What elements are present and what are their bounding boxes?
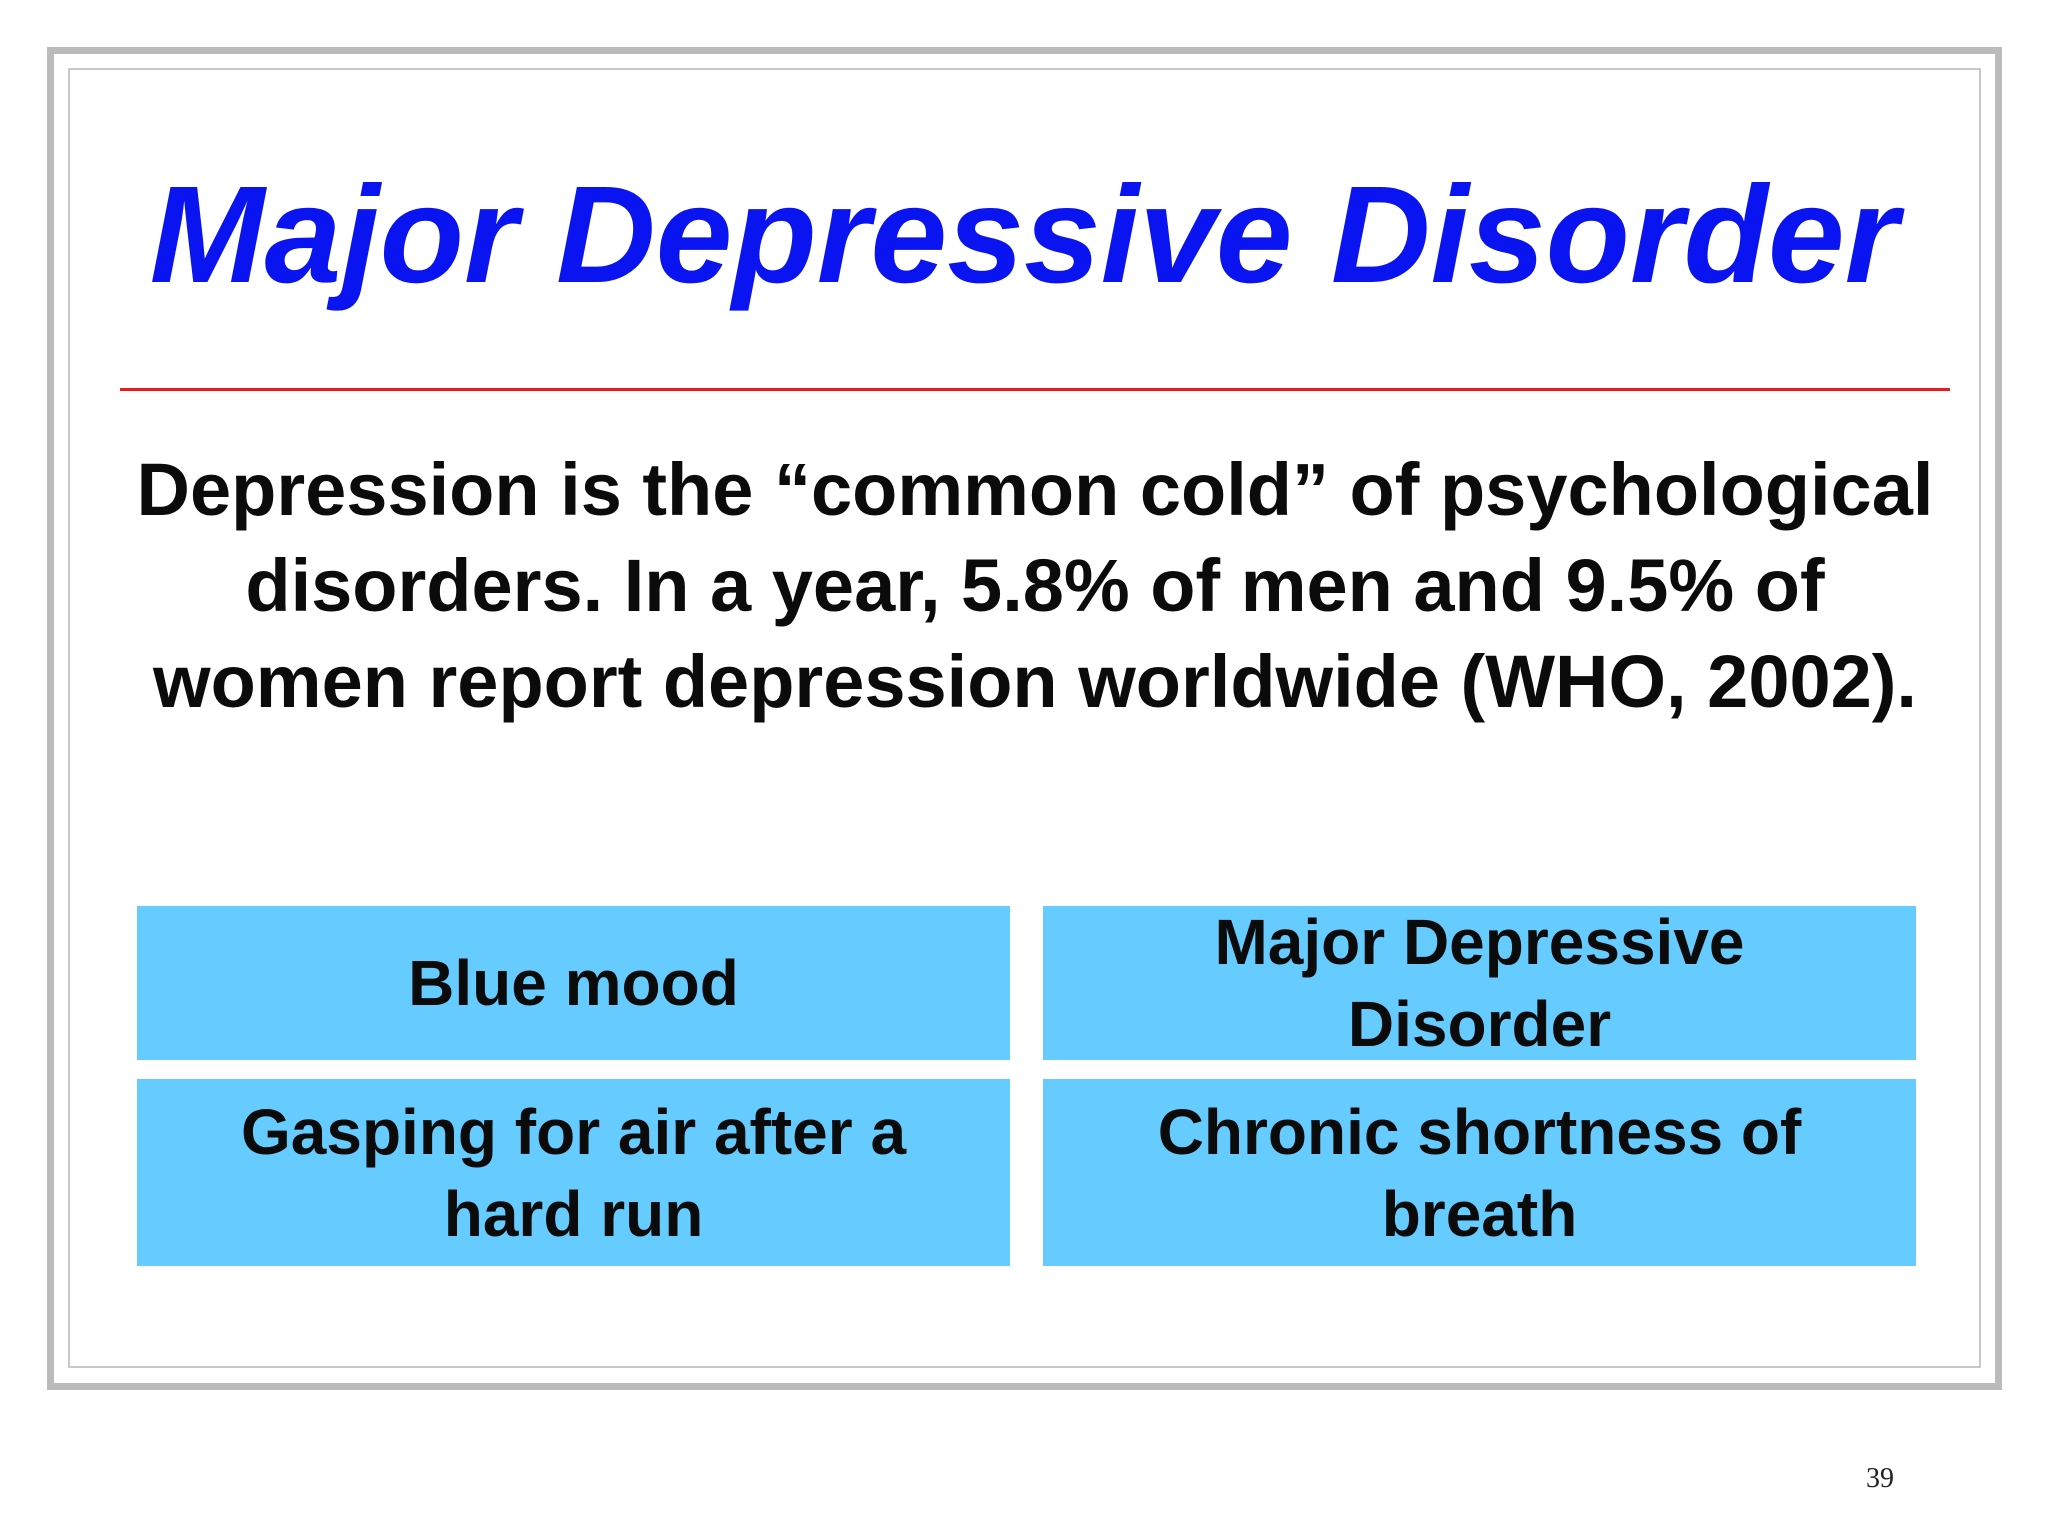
page-number: 39 (1866, 1463, 1894, 1494)
slide-body-text: Depression is the “common cold” of psychological disorders. In a year, 5.8% of men and 9.5% of women report depression worldwide (WHO, 2002). (136, 448, 1934, 723)
comparison-cell-label: Major Depressive Disorder (1214, 906, 1745, 1060)
comparison-cell-major-depressive-disorder (1043, 906, 1916, 1060)
slide-title: Major Depressive Disorder (149, 158, 1899, 312)
comparison-grid (137, 906, 1917, 1266)
comparison-cell-blue-mood (137, 906, 1010, 1060)
comparison-cell-label: Gasping for air after a hard run (240, 1095, 907, 1250)
title-divider (120, 388, 1950, 391)
comparison-cell-label: Chronic shortness of breath (1157, 1095, 1802, 1250)
comparison-cell-label: Blue mood (408, 947, 739, 1019)
comparison-cell-chronic-shortness-of-breath (1043, 1079, 1916, 1266)
comparison-cell-gasping-for-air (137, 1079, 1010, 1266)
